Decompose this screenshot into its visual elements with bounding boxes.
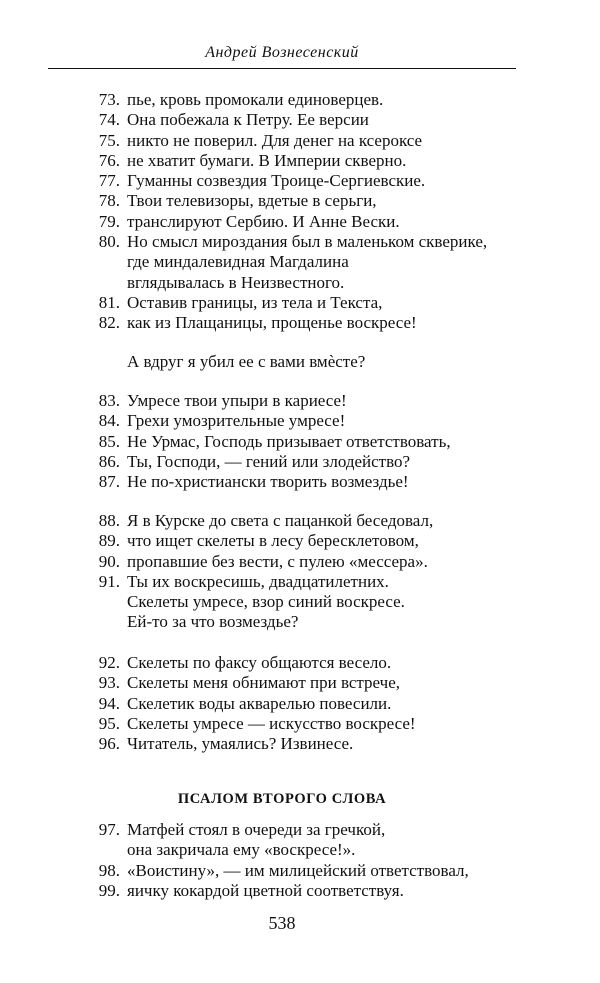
verse-line — [90, 432, 550, 452]
line-number: 96. — [98, 734, 120, 754]
verse-line — [90, 840, 550, 860]
verse-text: не хватит бумаги. В Империи скверно. — [127, 150, 407, 170]
page-number: 538 — [268, 913, 296, 933]
verse-text: Но смысл мироздания был в маленьком скверике, — [127, 232, 488, 252]
stanza-88-91 — [90, 511, 550, 633]
verse-text: что ищет скелеты в лесу бересклетовом, — [127, 531, 419, 551]
line-number: 91. — [98, 571, 120, 591]
verse-line — [90, 212, 550, 232]
verse-line — [90, 694, 550, 714]
line-number: 95. — [98, 713, 120, 733]
verse-line — [90, 592, 550, 612]
line-number: 94. — [98, 693, 120, 713]
line-number: 97. — [98, 820, 120, 839]
line-number: 89. — [98, 531, 120, 551]
verse-line — [90, 151, 550, 171]
verse-text: Ты, Господи, — гений или злодейство? — [127, 451, 411, 471]
section-heading: ПСАЛОМ ВТОРОГО СЛОВА — [177, 791, 387, 807]
verse-line — [90, 110, 550, 130]
verse-line — [90, 273, 550, 293]
verse-text: никто не поверил. Для денег на ксероксе — [127, 130, 423, 150]
line-number: 93. — [98, 673, 120, 693]
line-number: 79. — [98, 211, 120, 231]
verse-text: Твои телевизоры, вдетые в серьги, — [127, 191, 377, 211]
verse-line — [90, 714, 550, 734]
verse-line — [90, 131, 550, 151]
verse-line — [90, 452, 550, 472]
verse-text: транслируют Сербию. И Анне Вески. — [127, 211, 400, 231]
line-number: 85. — [98, 431, 120, 451]
line-number: 84. — [98, 411, 120, 431]
verse-text: где миндалевидная Магдалина — [127, 252, 349, 272]
running-header-author: Андрей Вознесенский — [205, 44, 359, 61]
line-number: 86. — [98, 451, 120, 471]
line-number: 78. — [98, 191, 120, 211]
line-number: 76. — [98, 150, 120, 170]
verse-line — [90, 531, 550, 551]
verse-text: она закричала ему «воскресе!». — [127, 840, 356, 860]
stanza-97-99 — [90, 820, 550, 901]
verse-text: Скелетик воды акварелью повесили. — [127, 693, 392, 713]
verse-text: Гуманны созвездия Троице-Сергиевские. — [127, 171, 426, 191]
verse-text: Она побежала к Петру. Ее версии — [127, 110, 369, 130]
line-number: 73. — [98, 90, 120, 109]
verse-line — [90, 191, 550, 211]
verse-text: Скелеты умресе — искусство воскресе! — [127, 713, 416, 733]
verse-text: Умресе твои упыри в кариесе! — [127, 391, 347, 410]
line-number: 99. — [98, 880, 120, 900]
verse-line — [90, 881, 550, 901]
verse-text: пье, кровь промокали единоверцев. — [127, 90, 384, 109]
verse-line — [90, 232, 550, 252]
verse-text: Матфей стоял в очереди за гречкой, — [127, 820, 386, 839]
verse-line — [90, 411, 550, 431]
verse-line — [90, 293, 550, 313]
verse-line — [90, 612, 550, 632]
line-number: 74. — [98, 110, 120, 130]
verse-text: пропавшие без вести, с пулею «мессера». — [127, 551, 428, 571]
verse-text: Оставив границы, из тела и Текста, — [127, 292, 383, 312]
verse-text: «Воистину», — им милицейский ответствовал, — [127, 860, 469, 880]
verse-line — [90, 252, 550, 272]
verse-text: Скелеты меня обнимают при встрече, — [127, 673, 401, 693]
verse-line — [90, 171, 550, 191]
verse-text: Не Урмас, Господь призывает ответствовать, — [127, 431, 451, 451]
verse-text: Скелеты умресе, взор синий воскресе. — [127, 592, 405, 612]
verse-text: Я в Курске до света с пацанкой беседовал, — [127, 511, 434, 530]
line-number: 75. — [98, 130, 120, 150]
line-number: 83. — [98, 391, 120, 410]
line-number: 81. — [98, 292, 120, 312]
verse-line — [90, 734, 550, 754]
verse-text: Ты их воскресишь, двадцатилетних. — [127, 571, 389, 591]
verse-line — [90, 313, 550, 333]
verse-line — [90, 391, 550, 411]
verse-text: Читатель, умаялись? Извинесе. — [127, 734, 354, 754]
refrain-line: А вдруг я убил ее с вами вмѐсте? — [127, 352, 366, 371]
verse-line — [90, 861, 550, 881]
line-number: 80. — [98, 232, 120, 252]
line-number: 77. — [98, 171, 120, 191]
verse-text: Грехи умозрительные умресе! — [127, 411, 346, 431]
verse-text: Скелеты по факсу общаются весело. — [127, 653, 392, 672]
verse-line — [90, 673, 550, 693]
verse-line — [90, 472, 550, 492]
verse-line — [90, 572, 550, 592]
line-number: 87. — [98, 472, 120, 492]
stanza-83-87 — [90, 391, 550, 492]
verse-line — [90, 653, 550, 673]
verse-text: Ей-то за что возмездье? — [127, 612, 299, 632]
verse-line — [90, 552, 550, 572]
verse-text: вглядывалась в Неизвестного. — [127, 272, 345, 292]
verse-text: как из Плащаницы, прощенье воскресе! — [127, 313, 417, 333]
verse-text: яичку кокардой цветной соответствуя. — [127, 880, 404, 900]
verse-text: Не по-христиански творить возмездье! — [127, 472, 409, 492]
line-number: 90. — [98, 551, 120, 571]
stanza-92-96 — [90, 653, 550, 754]
verse-line — [90, 90, 550, 110]
header-rule — [48, 68, 516, 69]
line-number: 92. — [98, 653, 120, 672]
verse-line — [90, 820, 550, 840]
line-number: 98. — [98, 860, 120, 880]
stanza-73-82 — [90, 90, 550, 334]
verse-line — [90, 511, 550, 531]
line-number: 82. — [98, 313, 120, 333]
line-number: 88. — [98, 511, 120, 530]
